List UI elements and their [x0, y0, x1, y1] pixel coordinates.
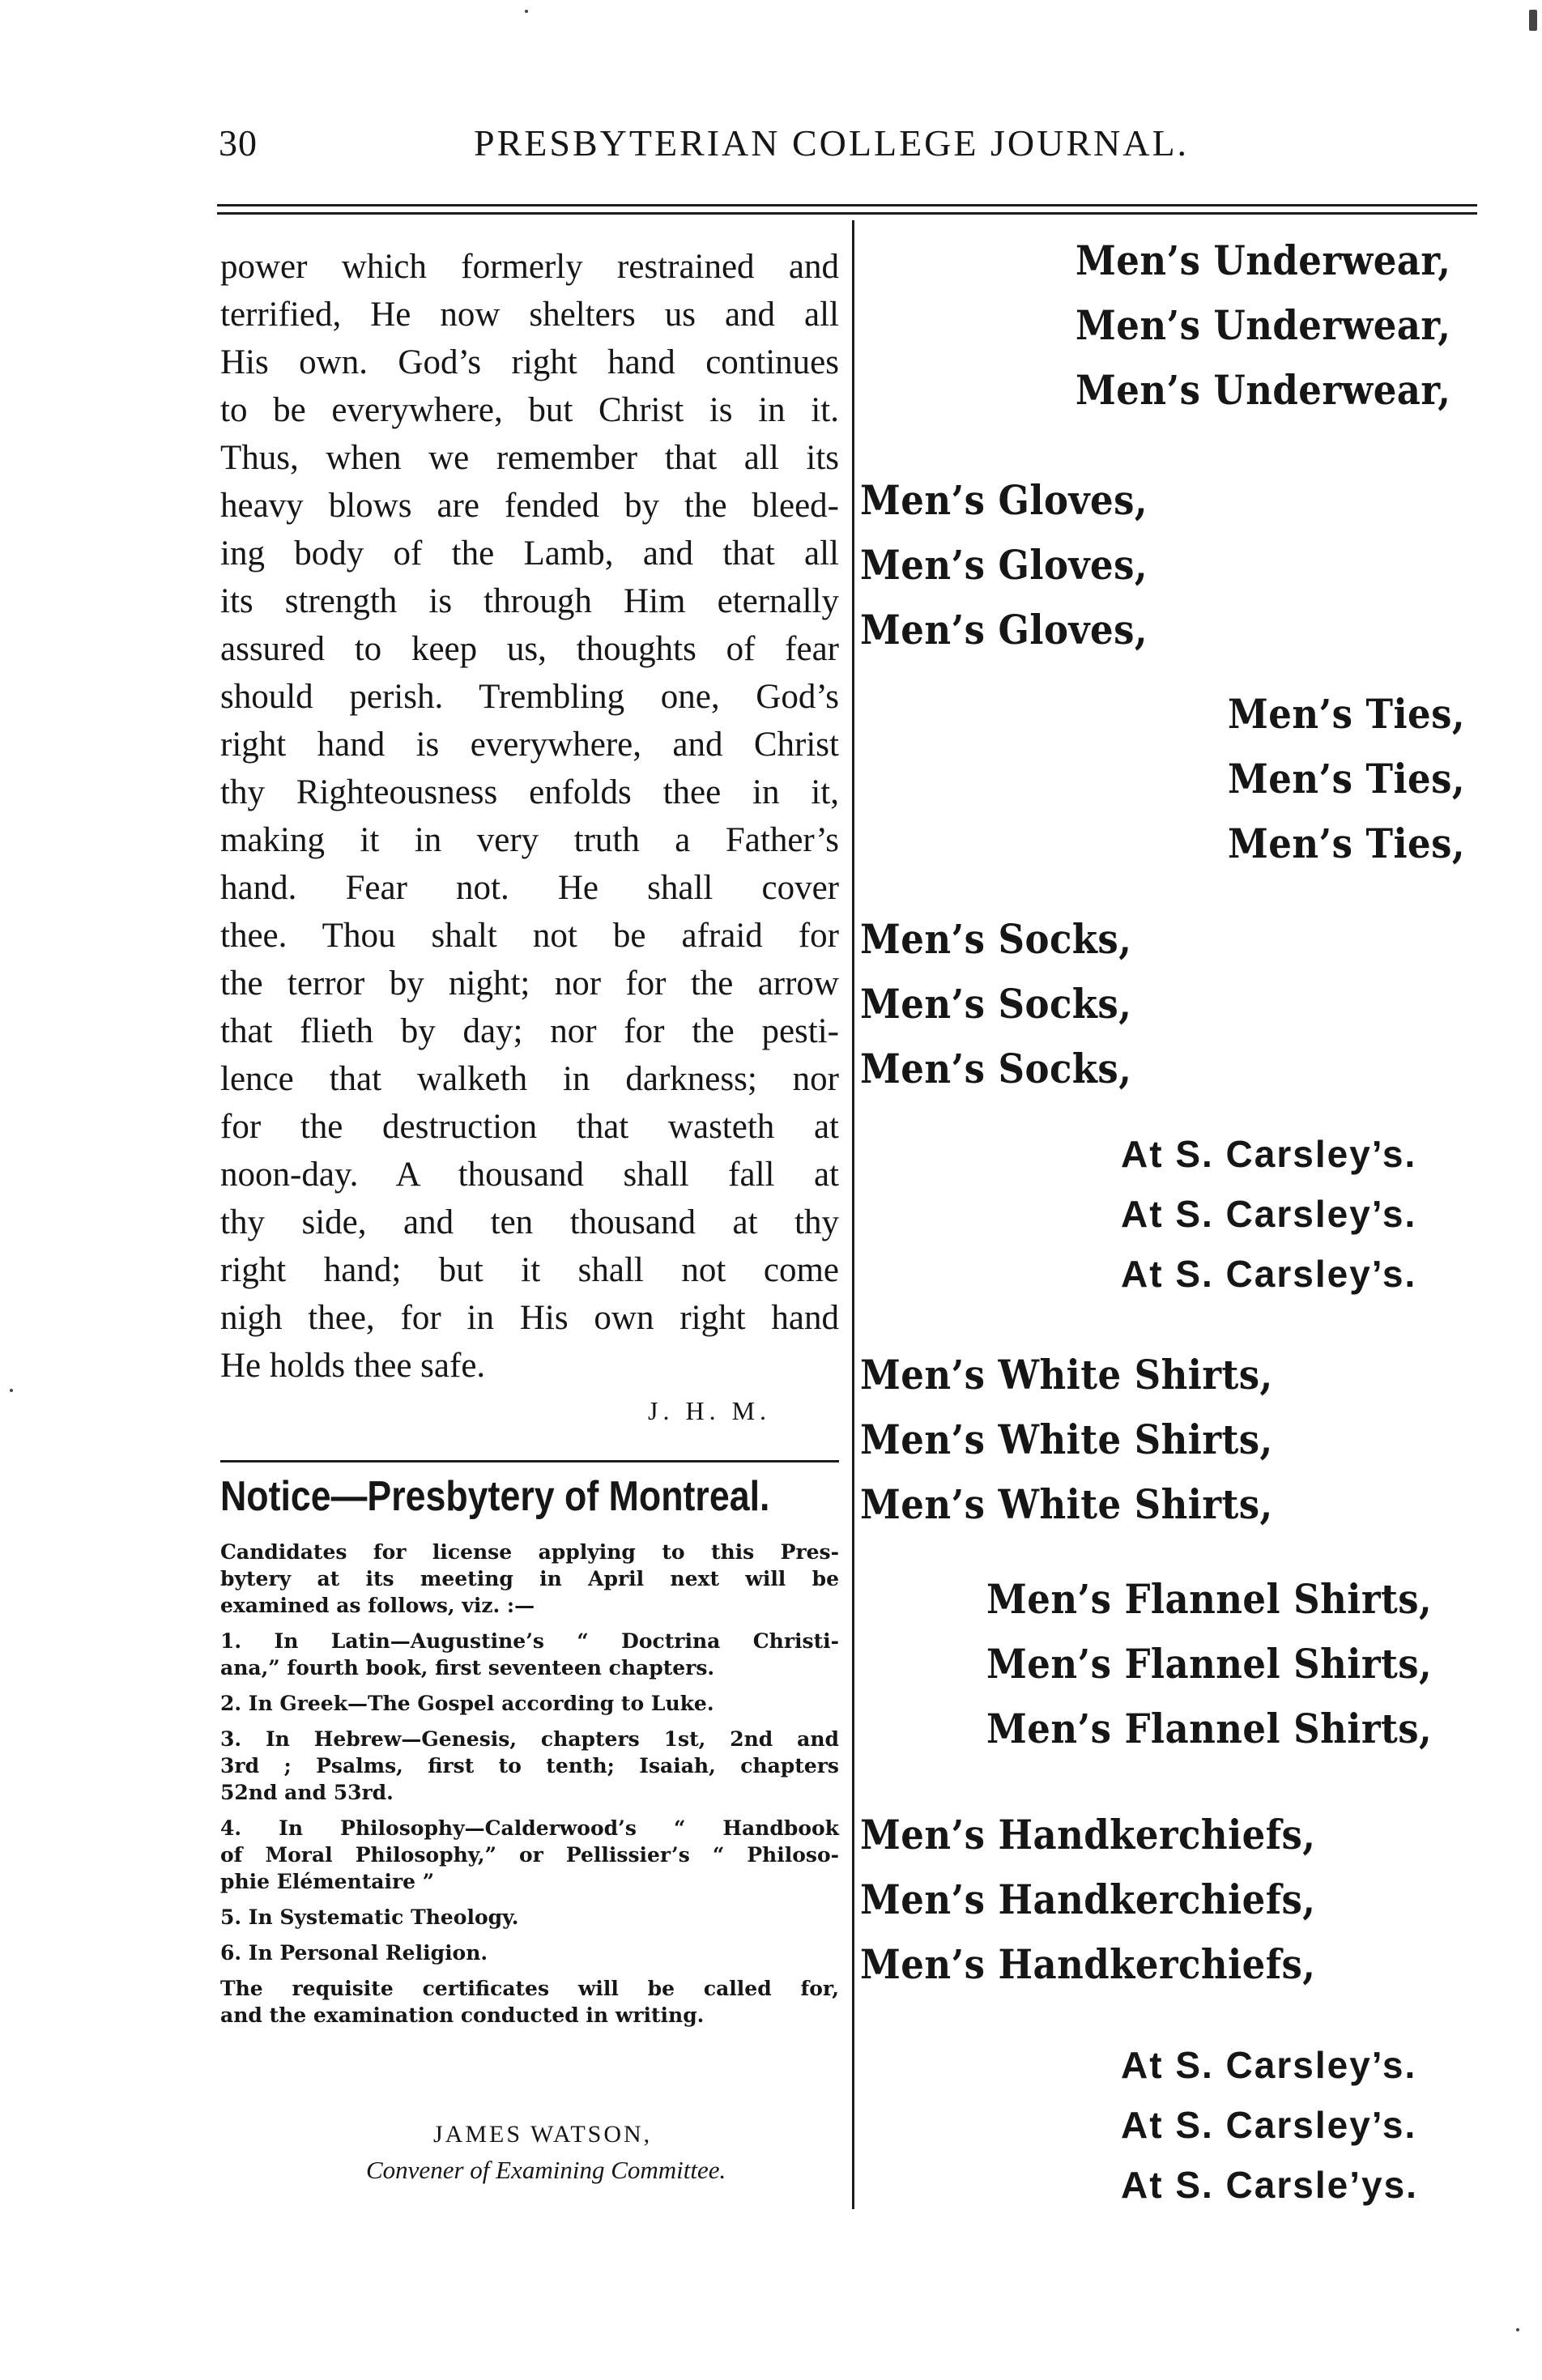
- article-line: noon-day. A thousand shall fall at: [220, 1156, 839, 1194]
- ad-line-carsley: At S. Carsle’ys.: [1121, 2164, 1418, 2206]
- ad-line-flannel-shirts: Men’s Flannel Shirts,: [986, 1640, 1433, 1688]
- ad-line-flannel-shirts: Men’s Flannel Shirts,: [986, 1575, 1433, 1623]
- article-line: right hand is everywhere, and Christ: [220, 726, 839, 764]
- notice-item: 4. In Philosophy—Calderwood’s “ Handbook: [220, 1816, 839, 1840]
- header-rule-top: [217, 204, 1477, 206]
- article-line: its strength is through Him eternally: [220, 582, 839, 620]
- article-text: [220, 243, 839, 1390]
- notice-item: phie Elémentaire ”: [220, 1870, 435, 1893]
- article-line: lence that walketh in darkness; nor: [220, 1060, 839, 1098]
- ad-line-handkerchiefs: Men’s Handkerchiefs,: [860, 1875, 1316, 1923]
- notice-item: 52nd and 53rd.: [220, 1781, 394, 1804]
- article-line: thee. Thou shalt not be afraid for: [220, 917, 839, 955]
- section-divider: [220, 1460, 839, 1462]
- notice-signatory: JAMES WATSON,: [433, 2121, 653, 2148]
- article-line: nigh thee, for in His own right hand: [220, 1299, 839, 1337]
- ad-line-socks: Men’s Socks,: [860, 1045, 1132, 1092]
- ad-line-carsley: At S. Carsley’s.: [1121, 1193, 1417, 1235]
- article-line: heavy blows are fended by the bleed-: [220, 487, 839, 525]
- ad-line-white-shirts: Men’s White Shirts,: [860, 1480, 1273, 1528]
- notice-line: examined as follows, viz. :—: [220, 1594, 535, 1617]
- article-line: power which formerly restrained and: [220, 248, 839, 286]
- notice-item: The requisite certificates will be called for,: [220, 1977, 839, 2000]
- notice-line: bytery at its meeting in April next will be: [220, 1567, 839, 1590]
- article-line: that flieth by day; nor for the pesti-: [220, 1012, 839, 1050]
- scan-speck: [1516, 2328, 1519, 2331]
- notice-item: 1. In Latin—Augustine’s “ Doctrina Christi-: [220, 1629, 839, 1653]
- notice-line: Candidates for license applying to this Pres-: [220, 1540, 839, 1564]
- ad-line-carsley: At S. Carsley’s.: [1121, 2104, 1417, 2146]
- scan-speck: [525, 10, 528, 13]
- article-line: thy Righteousness enfolds thee in it,: [220, 773, 839, 811]
- ad-line-socks: Men’s Socks,: [860, 980, 1132, 1028]
- notice-item: 3. In Hebrew—Genesis, chapters 1st, 2nd and: [220, 1727, 839, 1751]
- article-line: assured to keep us, thoughts of fear: [220, 630, 839, 668]
- ad-line-handkerchiefs: Men’s Handkerchiefs,: [860, 1811, 1316, 1858]
- article-line: for the destruction that wasteth at: [220, 1108, 839, 1146]
- scan-mark: [1529, 10, 1537, 31]
- article-line: Thus, when we remember that all its: [220, 439, 839, 477]
- ad-line-ties: Men’s Ties,: [1228, 755, 1465, 803]
- ad-line-white-shirts: Men’s White Shirts,: [860, 1351, 1273, 1399]
- ad-line-ties: Men’s Ties,: [1228, 820, 1465, 867]
- header-rule-bottom: [217, 212, 1477, 215]
- ad-line-carsley: At S. Carsley’s.: [1121, 2044, 1417, 2086]
- article-line: making it in very truth a Father’s: [220, 821, 839, 859]
- notice-item: 2. In Greek—The Gospel according to Luke.: [220, 1692, 714, 1715]
- notice-item: 3rd ; Psalms, first to tenth; Isaiah, chapters: [220, 1754, 839, 1778]
- ad-line-ties: Men’s Ties,: [1228, 690, 1465, 738]
- ad-line-carsley: At S. Carsley’s.: [1121, 1253, 1417, 1295]
- article-line: the terror by night; nor for the arrow: [220, 964, 839, 1003]
- notice-body: [220, 1539, 839, 2029]
- ad-line-flannel-shirts: Men’s Flannel Shirts,: [986, 1705, 1433, 1752]
- notice-item: ana,” fourth book, first seventeen chapters.: [220, 1656, 715, 1680]
- article-line: to be everywhere, but Christ is in it.: [220, 391, 839, 429]
- ad-line-underwear: Men’s Underwear,: [1076, 366, 1451, 414]
- article-line: ing body of the Lamb, and that all: [220, 534, 839, 573]
- ad-line-gloves: Men’s Gloves,: [860, 476, 1148, 524]
- column-divider: [852, 220, 854, 2209]
- article-line: thy side, and ten thousand at thy: [220, 1203, 839, 1241]
- ad-line-gloves: Men’s Gloves,: [860, 541, 1148, 589]
- article-line: hand. Fear not. He shall cover: [220, 869, 839, 907]
- ad-line-white-shirts: Men’s White Shirts,: [860, 1416, 1273, 1463]
- notice-item: 6. In Personal Religion.: [220, 1941, 488, 1965]
- article-line: terrified, He now shelters us and all: [220, 296, 839, 334]
- ad-line-gloves: Men’s Gloves,: [860, 606, 1148, 654]
- article-signature: J. H. M.: [648, 1396, 772, 1425]
- ad-line-carsley: At S. Carsley’s.: [1121, 1133, 1417, 1175]
- article-line: right hand; but it shall not come: [220, 1251, 839, 1289]
- notice-item: of Moral Philosophy,” or Pellissier’s “ Philoso-: [220, 1843, 839, 1867]
- ad-line-socks: Men’s Socks,: [860, 915, 1132, 963]
- article-line: His own. God’s right hand continues: [220, 343, 839, 381]
- article-line: should perish. Trembling one, God’s: [220, 678, 839, 716]
- ad-line-underwear: Men’s Underwear,: [1076, 236, 1451, 284]
- notice-item: 5. In Systematic Theology.: [220, 1905, 519, 1929]
- ad-line-underwear: Men’s Underwear,: [1076, 301, 1451, 349]
- notice-title: Notice—Presbytery of Montreal.: [220, 1473, 770, 1520]
- scan-speck: [10, 1389, 13, 1392]
- journal-title: PRESBYTERIAN COLLEGE JOURNAL.: [474, 122, 1190, 164]
- ad-line-handkerchiefs: Men’s Handkerchiefs,: [860, 1940, 1316, 1988]
- article-line: He holds thee safe.: [220, 1347, 486, 1385]
- page-number: 30: [219, 122, 258, 164]
- notice-committee: Convener of Examining Committee.: [366, 2156, 726, 2184]
- notice-item: and the examination conducted in writing.: [220, 2003, 705, 2027]
